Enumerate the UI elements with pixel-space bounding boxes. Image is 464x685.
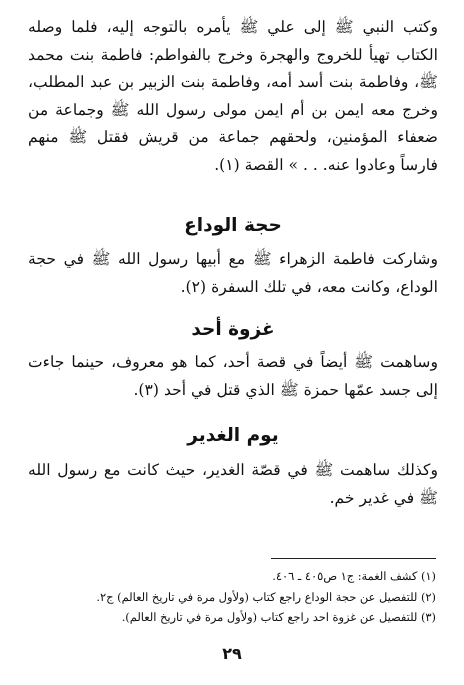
heading-day-of-ghadir: يوم الغدير [187,425,279,446]
paragraph-battle-of-uhud: وساهمت ﷺ أيضاً في قصة أحد، كما هو معروف، حينما جاءت إلى جسد عمّها حمزة ﷺ الذي قتل في أحد (٣). [28,353,438,399]
footnote-1: (١) كشف الغمة: ج١ ص٤٠٥ ـ ٤٠٦. [272,569,436,583]
footnotes [26,566,436,628]
footnote-divider [271,558,436,559]
paragraph-farewell-pilgrimage: وشاركت فاطمة الزهراء ﷺ مع أبيها رسول الله ﷺ في حجة الوداع، وكانت معه، في تلك السفرة (٢). [28,250,438,296]
paragraph-hijra: وكتب النبي ﷺ إلى علي ﷺ يأمره بالتوجه إليه، فلما وصله الكتاب تهيأ للخروج والهجرة وخرج بالفواطم: فاطمة بنت محمد ﷺ، وفاطمة بنت أسد أمه، وفاطمة بنت الزبير بن عبد المطلب، وخرج معه ايمن بن أم ايمن مولى رسول الله ﷺ وجماعة من ضعفاء المؤمنين، ولحقهم جماعة من قريش فقتل ﷺ منهم فارساً وعادوا عنه. . . » القصة (١). [28,18,438,174]
footnote-3: (٣) للتفصيل عن غزوة احد راجع كتاب (ولأول مرة في تاريخ العالم). [121,610,436,624]
heading-battle-of-uhud: غزوة أحد [191,319,275,340]
paragraph-day-of-ghadir: وكذلك ساهمت ﷺ في قصّة الغدير، حيث كانت مع رسول الله ﷺ في غدير خم. [28,461,438,507]
footnote-2: (٢) للتفصيل عن حجة الوداع راجع كتاب (ولأول مرة في تاريخ العالم) ج٢. [96,589,436,604]
heading-farewell-pilgrimage: حجة الوداع [184,215,282,236]
page-number: ٢٩ [222,644,242,663]
